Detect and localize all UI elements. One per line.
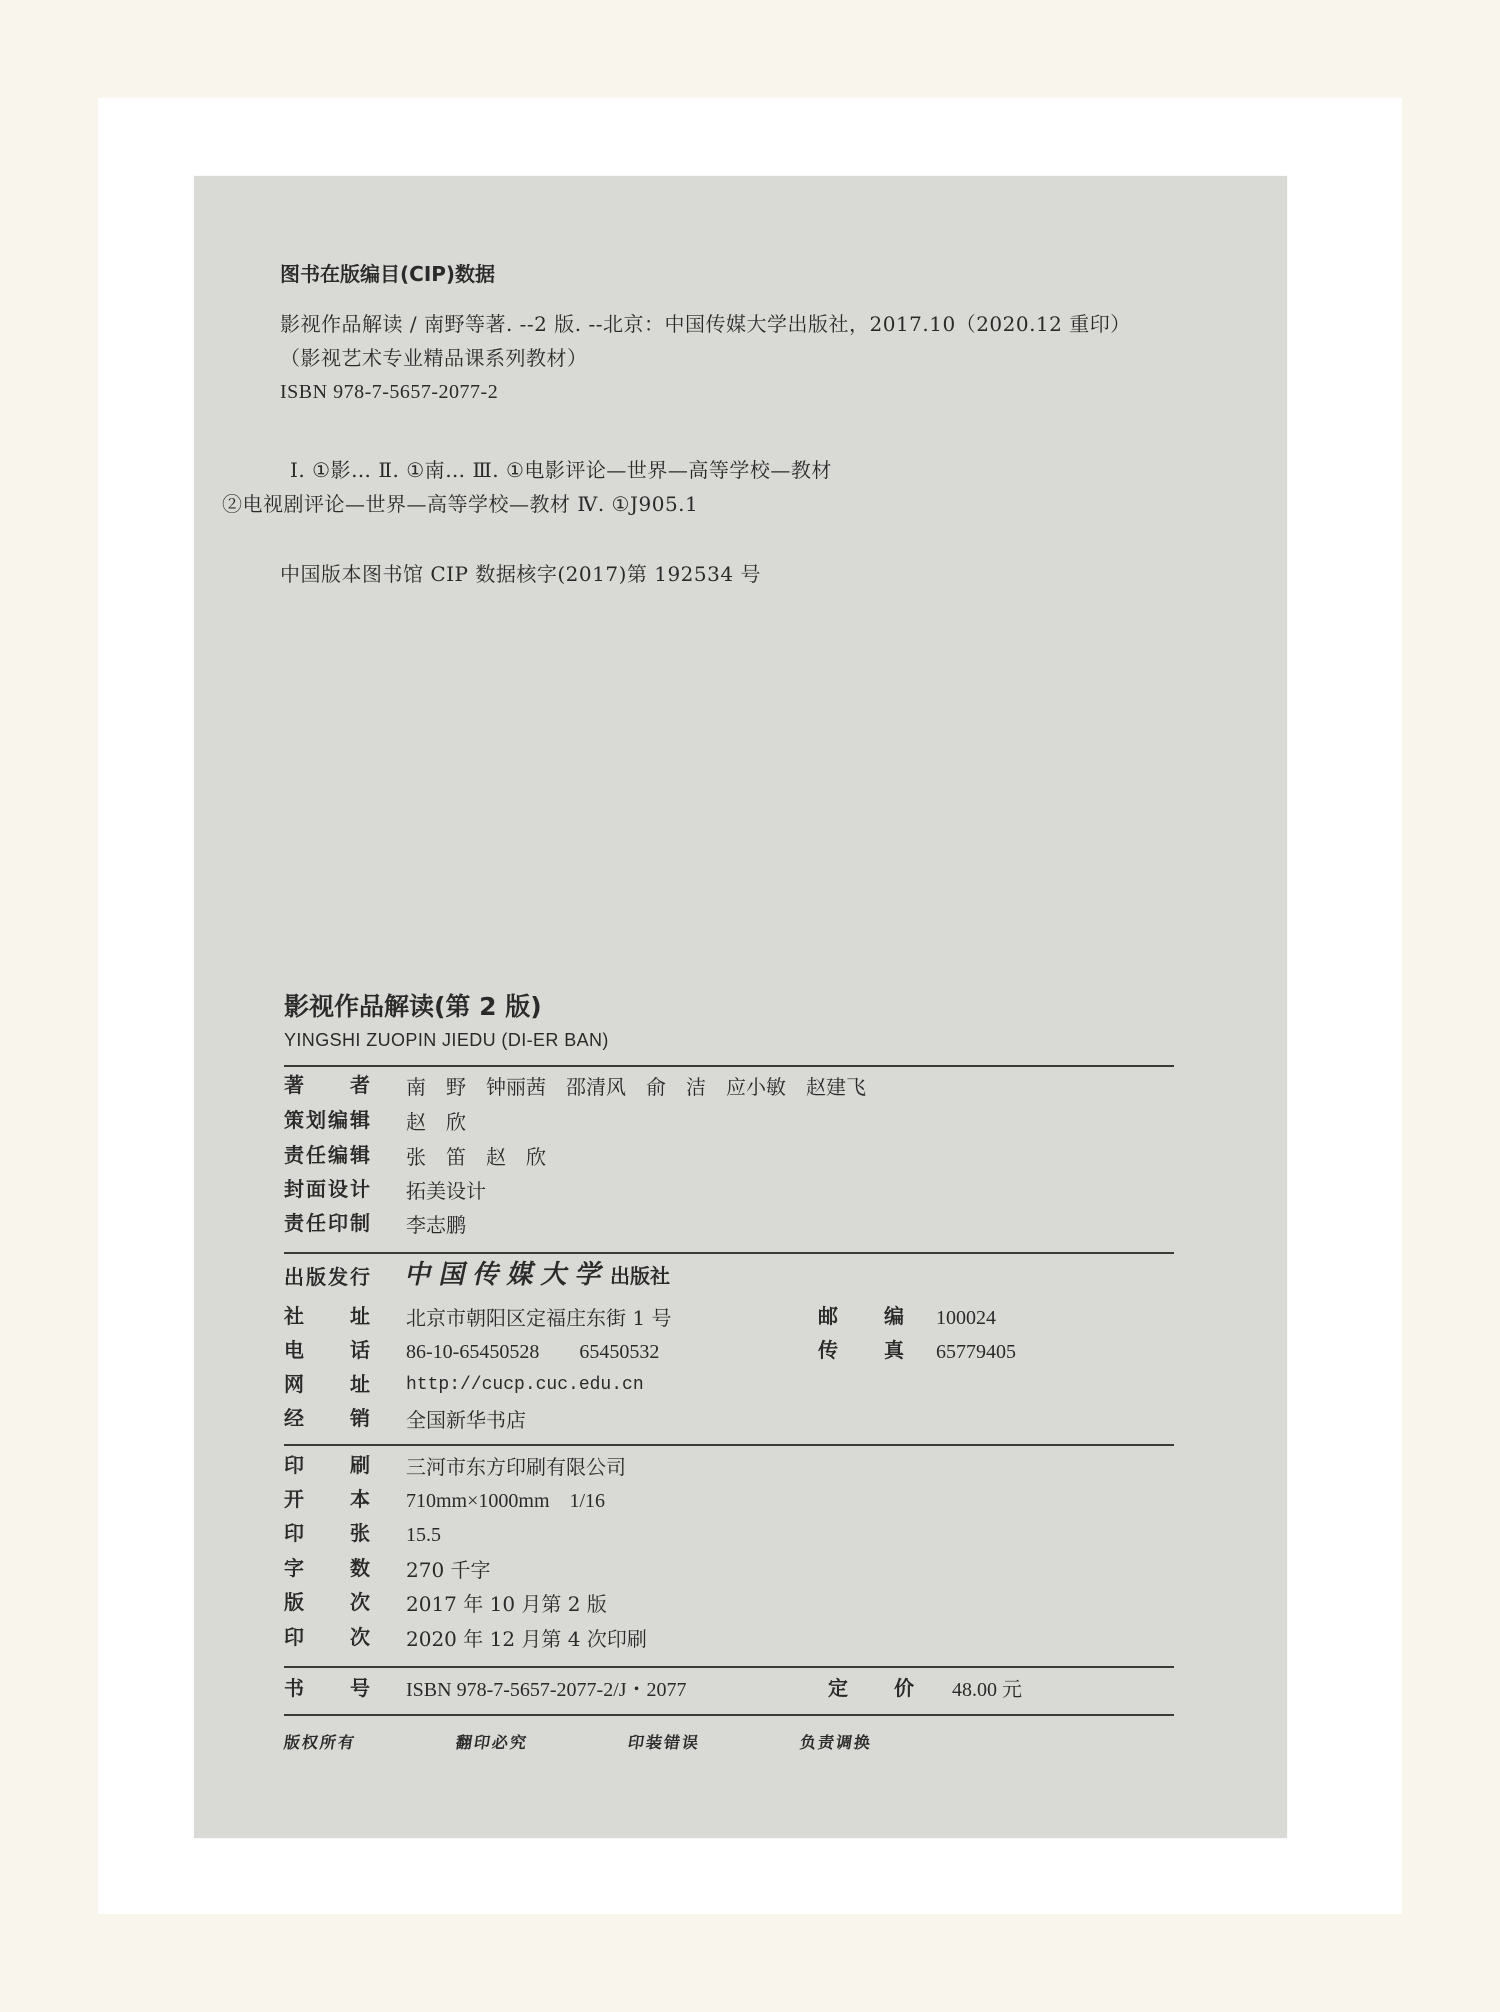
credit-value: 赵 欣 <box>406 1110 466 1134</box>
price-value: 48.00 元 <box>952 1679 1022 1701</box>
cip-isbn: ISBN 978-7-5657-2077-2 <box>280 381 499 403</box>
footer-notice <box>456 1728 528 1754</box>
footer-notice <box>284 1728 356 1754</box>
credit-value: 李志鹏 <box>406 1213 466 1237</box>
publisher-label: 出版发行 <box>284 1265 372 1289</box>
credit-label: 策划编辑 <box>284 1108 372 1132</box>
print-label: 印 张 <box>284 1521 372 1545</box>
divider <box>284 1252 1174 1254</box>
credit-value: 拓美设计 <box>406 1179 486 1203</box>
price-label: 定 价 <box>828 1676 916 1700</box>
print-label: 印 次 <box>284 1625 372 1649</box>
fax-label: 传 真 <box>818 1338 906 1362</box>
credit-label: 责任印制 <box>284 1211 372 1235</box>
cip-classification-1: Ⅰ. ①影… Ⅱ. ①南… Ⅲ. ①电影评论—世界—高等学校—教材 <box>290 458 832 482</box>
credit-label: 封面设计 <box>284 1177 372 1201</box>
print-value: 2017 年 10 月第 2 版 <box>406 1592 607 1616</box>
cip-title: 图书在版编目(CIP)数据 <box>280 262 496 286</box>
book-pinyin-title: YINGSHI ZUOPIN JIEDU (DI-ER BAN) <box>284 1030 609 1050</box>
print-label: 版 次 <box>284 1590 372 1614</box>
website-label: 网 址 <box>284 1372 372 1396</box>
footer-notice <box>800 1728 872 1754</box>
fax-value: 65779405 <box>936 1341 1016 1363</box>
print-value: 270 千字 <box>406 1558 491 1582</box>
distributor-label: 经 销 <box>284 1406 372 1430</box>
phone-value: 86-10-65450528 65450532 <box>406 1341 660 1363</box>
print-value: 三河市东方印刷有限公司 <box>406 1455 626 1479</box>
cip-line-2: （影视艺术专业精品课系列教材） <box>280 346 588 370</box>
postcode-label: 邮 编 <box>818 1304 906 1328</box>
credit-value: 南 野 钟丽茜 邵清风 俞 洁 应小敏 赵建飞 <box>406 1075 866 1099</box>
print-label: 字 数 <box>284 1556 372 1580</box>
credit-label: 责任编辑 <box>284 1143 372 1167</box>
distributor-value: 全国新华书店 <box>406 1408 526 1432</box>
cip-classification-2: ②电视剧评论—世界—高等学校—教材 Ⅳ. ①J905.1 <box>222 492 699 516</box>
footer-item: 负责调换 <box>798 1733 874 1752</box>
credit-value: 张 笛 赵 欣 <box>406 1145 546 1169</box>
address-value: 北京市朝阳区定福庄东街 1 号 <box>406 1306 672 1330</box>
print-label: 开 本 <box>284 1487 372 1511</box>
print-value: 15.5 <box>406 1524 441 1546</box>
footer-item: 印装错误 <box>626 1733 702 1752</box>
publisher-suffix: 出版社 <box>610 1264 671 1288</box>
cip-record-number: 中国版本图书馆 CIP 数据核字(2017)第 192534 号 <box>280 562 761 586</box>
address-label: 社 址 <box>284 1304 372 1328</box>
print-value: 710mm×1000mm 1/16 <box>406 1490 606 1512</box>
print-value: 2020 年 12 月第 4 次印刷 <box>406 1627 647 1651</box>
divider <box>284 1666 1174 1668</box>
book-number-value: ISBN 978-7-5657-2077-2/J・2077 <box>406 1679 687 1701</box>
print-label: 印 刷 <box>284 1453 372 1477</box>
publisher-logo: 中国传媒大学 <box>402 1260 614 1290</box>
phone-label: 电 话 <box>284 1338 372 1362</box>
postcode-value: 100024 <box>936 1307 996 1329</box>
divider <box>284 1714 1174 1716</box>
cip-line-1: 影视作品解读 / 南野等著. --2 版. --北京：中国传媒大学出版社，2017.10（2020.12 重印） <box>280 312 1131 336</box>
credit-label: 著 者 <box>284 1073 372 1097</box>
book-number-label: 书 号 <box>284 1676 372 1700</box>
copyright-page <box>194 176 1287 1838</box>
divider <box>284 1065 1174 1067</box>
footer-item: 版权所有 <box>282 1733 358 1752</box>
footer-item: 翻印必究 <box>454 1733 530 1752</box>
publisher-name <box>402 1259 671 1292</box>
divider <box>284 1444 1174 1446</box>
footer-notice <box>628 1728 700 1754</box>
website-value[interactable]: http://cucp.cuc.edu.cn <box>406 1375 644 1395</box>
book-title: 影视作品解读(第 2 版) <box>284 992 542 1021</box>
